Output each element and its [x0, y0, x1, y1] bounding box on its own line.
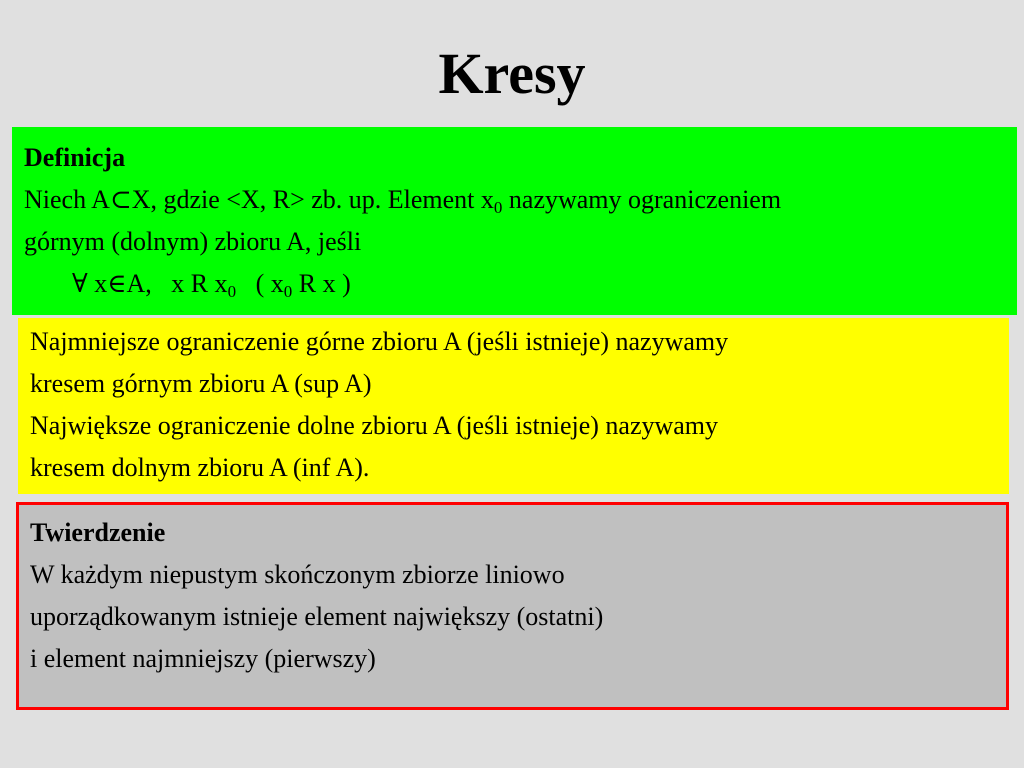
bounds-line-2: kresem górnym zbioru A (sup A): [30, 369, 372, 398]
bounds-box: [18, 318, 1009, 494]
definition-heading: Definicja: [24, 143, 126, 172]
formula-subscript-1: 0: [227, 282, 237, 301]
theorem-line-3: i element najmniejszy (pierwszy): [30, 644, 376, 673]
definition-line-1-text-b: nazywamy ograniczeniem: [502, 185, 782, 214]
definition-box: [12, 127, 1017, 315]
definition-line-1-text-a: Niech A⊂X, gdzie <X, R> zb. up. Element x: [24, 185, 494, 214]
formula-text-a: ∀ x∈A, x R x: [72, 269, 228, 298]
formula-subscript-2: 0: [283, 282, 293, 301]
definition-formula: [24, 263, 1017, 305]
formula-text-b: ( x: [236, 269, 284, 298]
theorem-box: [16, 502, 1009, 710]
theorem-line-1: W każdym niepustym skończonym zbiorze liniowo: [30, 560, 565, 589]
theorem-heading: Twierdzenie: [30, 518, 166, 547]
formula-text-c: R x ): [292, 269, 351, 298]
slide-title: Kresy: [438, 41, 586, 106]
definition-line-2: górnym (dolnym) zbioru A, jeśli: [24, 227, 362, 256]
definition-line-1-subscript: 0: [493, 198, 503, 217]
bounds-line-4: kresem dolnym zbioru A (inf A).: [30, 453, 370, 482]
definition-line-1: [24, 179, 1017, 221]
bounds-line-1: Najmniejsze ograniczenie górne zbioru A (jeśli istnieje) nazywamy: [30, 327, 729, 356]
bounds-line-3: Największe ograniczenie dolne zbioru A (jeśli istnieje) nazywamy: [30, 411, 719, 440]
theorem-line-2: uporządkowanym istnieje element największy (ostatni): [30, 602, 604, 631]
